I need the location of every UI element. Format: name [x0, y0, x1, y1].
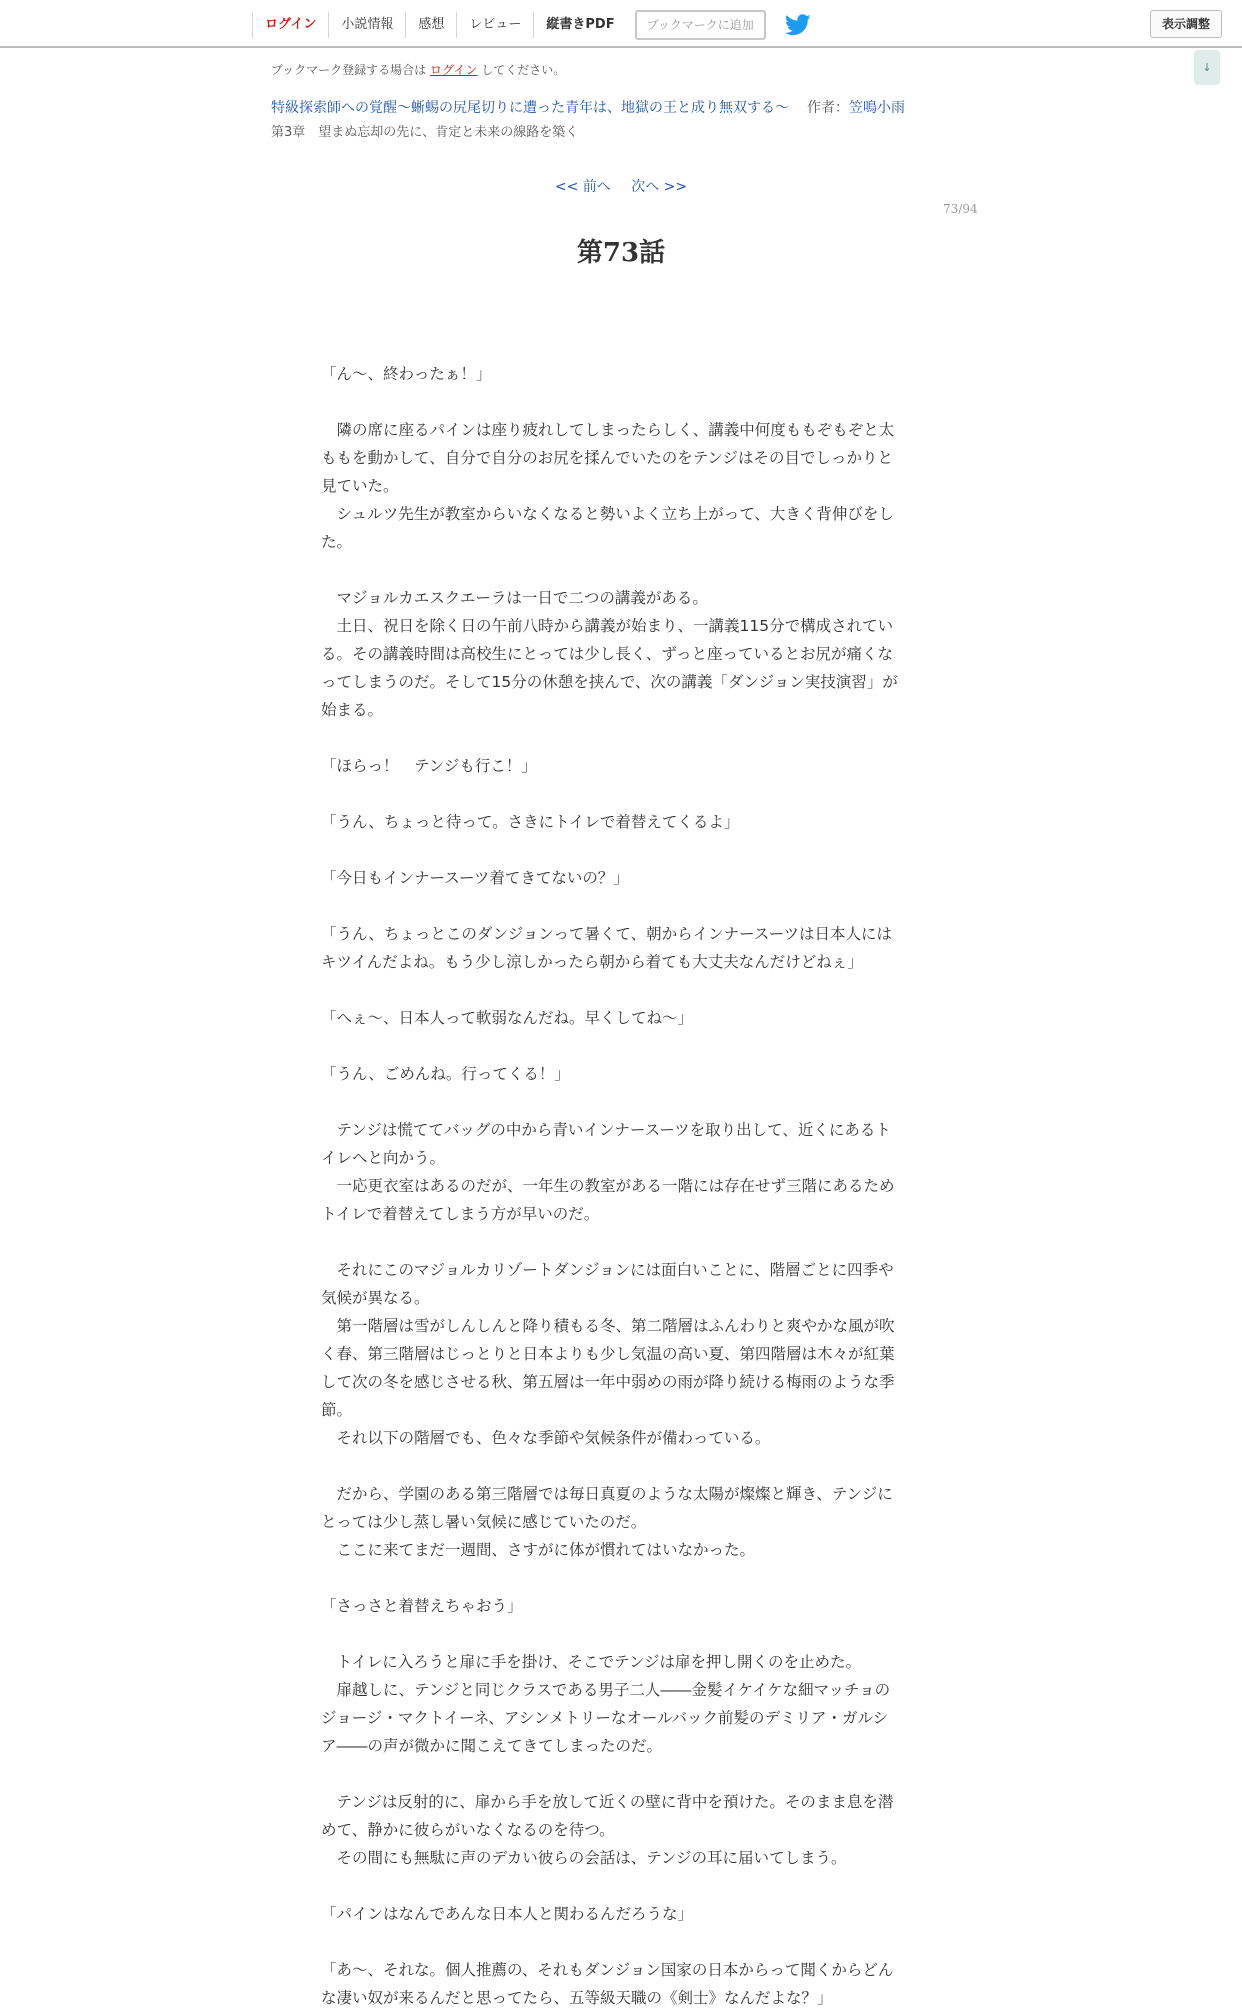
- body-line: 気候が異なる。: [321, 1289, 430, 1307]
- body-line: [321, 1928, 917, 1956]
- body-line: シュルツ先生が教室からいなくなると勢いよく立ち上がって、大きく背伸びをし: [321, 505, 894, 523]
- body-line: ってしまうのだ。そして15分の休憩を挟んで、次の講義「ダンジョン実技演習」が: [321, 673, 898, 691]
- impressions-link[interactable]: 感想: [405, 12, 456, 38]
- body-line: た。: [321, 533, 353, 551]
- body-line: めて、静かに彼らがいなくなるのを待つ。: [321, 1821, 615, 1839]
- author-label: 作者：: [807, 100, 849, 116]
- body-line: トイレで着替えてしまう方が早いのだ。: [321, 1205, 600, 1223]
- notice-login-link[interactable]: ログイン: [430, 63, 478, 77]
- review-link[interactable]: レビュー: [456, 12, 533, 38]
- series-header: [271, 97, 905, 117]
- body-line: 土日、祝日を除く日の午前八時から講義が始まり、一講義115分で構成されてい: [321, 617, 894, 635]
- body-line: 「さっさと着替えちゃおう」: [321, 1597, 523, 1615]
- body-line: [321, 724, 917, 752]
- body-line: 見ていた。: [321, 477, 399, 495]
- body-line: 隣の席に座るパインは座り疲れしてしまったらしく、講義中何度ももぞもぞと太: [321, 421, 895, 439]
- body-line: イレへと向かう。: [321, 1149, 446, 1167]
- novel-info-link[interactable]: 小説情報: [328, 12, 405, 38]
- body-line: それ以下の階層でも、色々な季節や気候条件が備わっている。: [321, 1429, 771, 1447]
- body-line: して次の冬を感じさせる秋、第五層は一年中弱めの雨が降り続ける梅雨のような季: [321, 1373, 895, 1391]
- body-line: [321, 388, 917, 416]
- body-line: [321, 1564, 917, 1592]
- page-number: 73/94: [943, 202, 978, 216]
- scroll-down-button[interactable]: ↓: [1194, 50, 1220, 85]
- chapter-title: 第3章 望まぬ忘却の先に、肯定と未来の線路を築く: [271, 125, 579, 140]
- body-line: [321, 1760, 917, 1788]
- body-line: 「へぇ～、日本人って軟弱なんだね。早くしてね～」: [321, 1009, 694, 1027]
- episode-title: 第73話: [576, 238, 666, 268]
- body-line: だから、学園のある第三階層では毎日真夏のような太陽が燦燦と輝き、テンジに: [321, 1485, 893, 1503]
- twitter-icon[interactable]: [784, 12, 812, 38]
- next-page-link[interactable]: 次へ >>: [631, 179, 688, 195]
- body-line: く春、第三階層はじっとりと日本よりも少し気温の高い夏、第四階層は木々が紅葉: [321, 1345, 895, 1363]
- body-line: 第一階層は雪がしんしんと降り積もる冬、第二階層はふんわりと爽やかな風が吹: [321, 1317, 895, 1335]
- body-line: ここに来てまだ一週間、さすがに体が慣れてはいなかった。: [321, 1541, 756, 1559]
- body-line: 「うん、ごめんね。行ってくる！」: [321, 1065, 570, 1083]
- novel-body: [321, 360, 917, 2012]
- display-adjust-button[interactable]: 表示調整: [1150, 10, 1222, 38]
- top-navigation-bar: [0, 0, 1242, 48]
- body-line: [321, 836, 917, 864]
- notice-text-before: ブックマーク登録する場合は: [271, 63, 427, 77]
- body-line: 「今日もインナースーツ着てきてないの？」: [321, 869, 629, 887]
- body-line: な凄い奴が来るんだと思ってたら、五等級天職の《剣士》なんだよな？」: [321, 1989, 833, 2007]
- body-line: ももを動かして、自分で自分のお尻を揉んでいたのをテンジはその目でしっかりと: [321, 449, 894, 467]
- body-line: とっては少し蒸し暑い気候に感じていたのだ。: [321, 1513, 647, 1531]
- body-line: ジョージ・マクトイーネ、アシンメトリーなオールバック前髪のデミリア・ガルシ: [321, 1709, 889, 1727]
- body-line: 「うん、ちょっとこのダンジョンって暑くて、朝からインナースーツは日本人には: [321, 925, 892, 943]
- body-line: [321, 1032, 917, 1060]
- body-line: 「ん～、終わったぁ！」: [321, 365, 492, 383]
- body-line: その間にも無駄に声のデカい彼らの会話は、テンジの耳に届いてしまう。: [321, 1849, 847, 1867]
- body-line: トイレに入ろうと扉に手を掛け、そこでテンジは扉を押し開くのを止めた。: [321, 1653, 861, 1671]
- body-line: る。その講義時間は高校生にとっては少し長く、ずっと座っているとお尻が痛くな: [321, 645, 893, 663]
- main-menu: [252, 8, 812, 42]
- series-title-link[interactable]: 特級探索師への覚醒～蜥蜴の尻尾切りに遭った青年は、地獄の王と成り無双する～: [271, 100, 789, 116]
- body-line: キツイんだよね。もう少し涼しかったら朝から着ても大丈夫なんだけどねぇ」: [321, 953, 863, 971]
- body-line: [321, 556, 917, 584]
- body-line: 「あ～、それな。個人推薦の、それもダンジョン国家の日本からって聞くからどん: [321, 1961, 894, 1979]
- body-line: [321, 1452, 917, 1480]
- author-link[interactable]: 笠鳴小雨: [849, 100, 905, 116]
- body-line: [321, 1872, 917, 1900]
- body-line: テンジは反射的に、扉から手を放して近くの壁に背中を預けた。そのまま息を潜: [321, 1793, 894, 1811]
- body-line: 扉越しに、テンジと同じクラスである男子二人――金髪イケイケな細マッチョの: [321, 1681, 891, 1699]
- body-line: 「うん、ちょっと待って。さきにトイレで着替えてくるよ」: [321, 813, 740, 831]
- body-line: 「ほらっ！ テンジも行こ！」: [321, 757, 537, 775]
- body-line: テンジは慌ててバッグの中から青いインナースーツを取り出して、近くにあるト: [321, 1121, 891, 1139]
- prev-page-link[interactable]: << 前へ: [554, 179, 611, 195]
- body-line: [321, 780, 917, 808]
- body-line: 「パインはなんであんな日本人と関わるんだろうな」: [321, 1905, 694, 1923]
- body-line: 一応更衣室はあるのだが、一年生の教室がある一階には存在せず三階にあるため: [321, 1177, 895, 1195]
- body-line: 節。: [321, 1401, 353, 1419]
- pager: [0, 176, 1242, 196]
- body-line: [321, 1620, 917, 1648]
- body-line: 始まる。: [321, 701, 384, 719]
- body-line: [321, 1088, 917, 1116]
- body-line: マジョルカエスクエーラは一日で二つの講義がある。: [321, 589, 708, 607]
- notice-text-after: してください。: [481, 63, 566, 77]
- login-link[interactable]: ログイン: [252, 12, 328, 38]
- body-line: [321, 892, 917, 920]
- body-line: それにこのマジョルカリゾートダンジョンには面白いことに、階層ごとに四季や: [321, 1261, 894, 1279]
- vertical-pdf-link[interactable]: 縦書きPDF: [533, 12, 626, 38]
- bookmark-notice: [271, 61, 565, 78]
- add-bookmark-button[interactable]: ブックマークに追加: [635, 10, 766, 40]
- body-line: [321, 976, 917, 1004]
- body-line: ア――の声が微かに聞こえてきてしまったのだ。: [321, 1737, 663, 1755]
- body-line: [321, 1228, 917, 1256]
